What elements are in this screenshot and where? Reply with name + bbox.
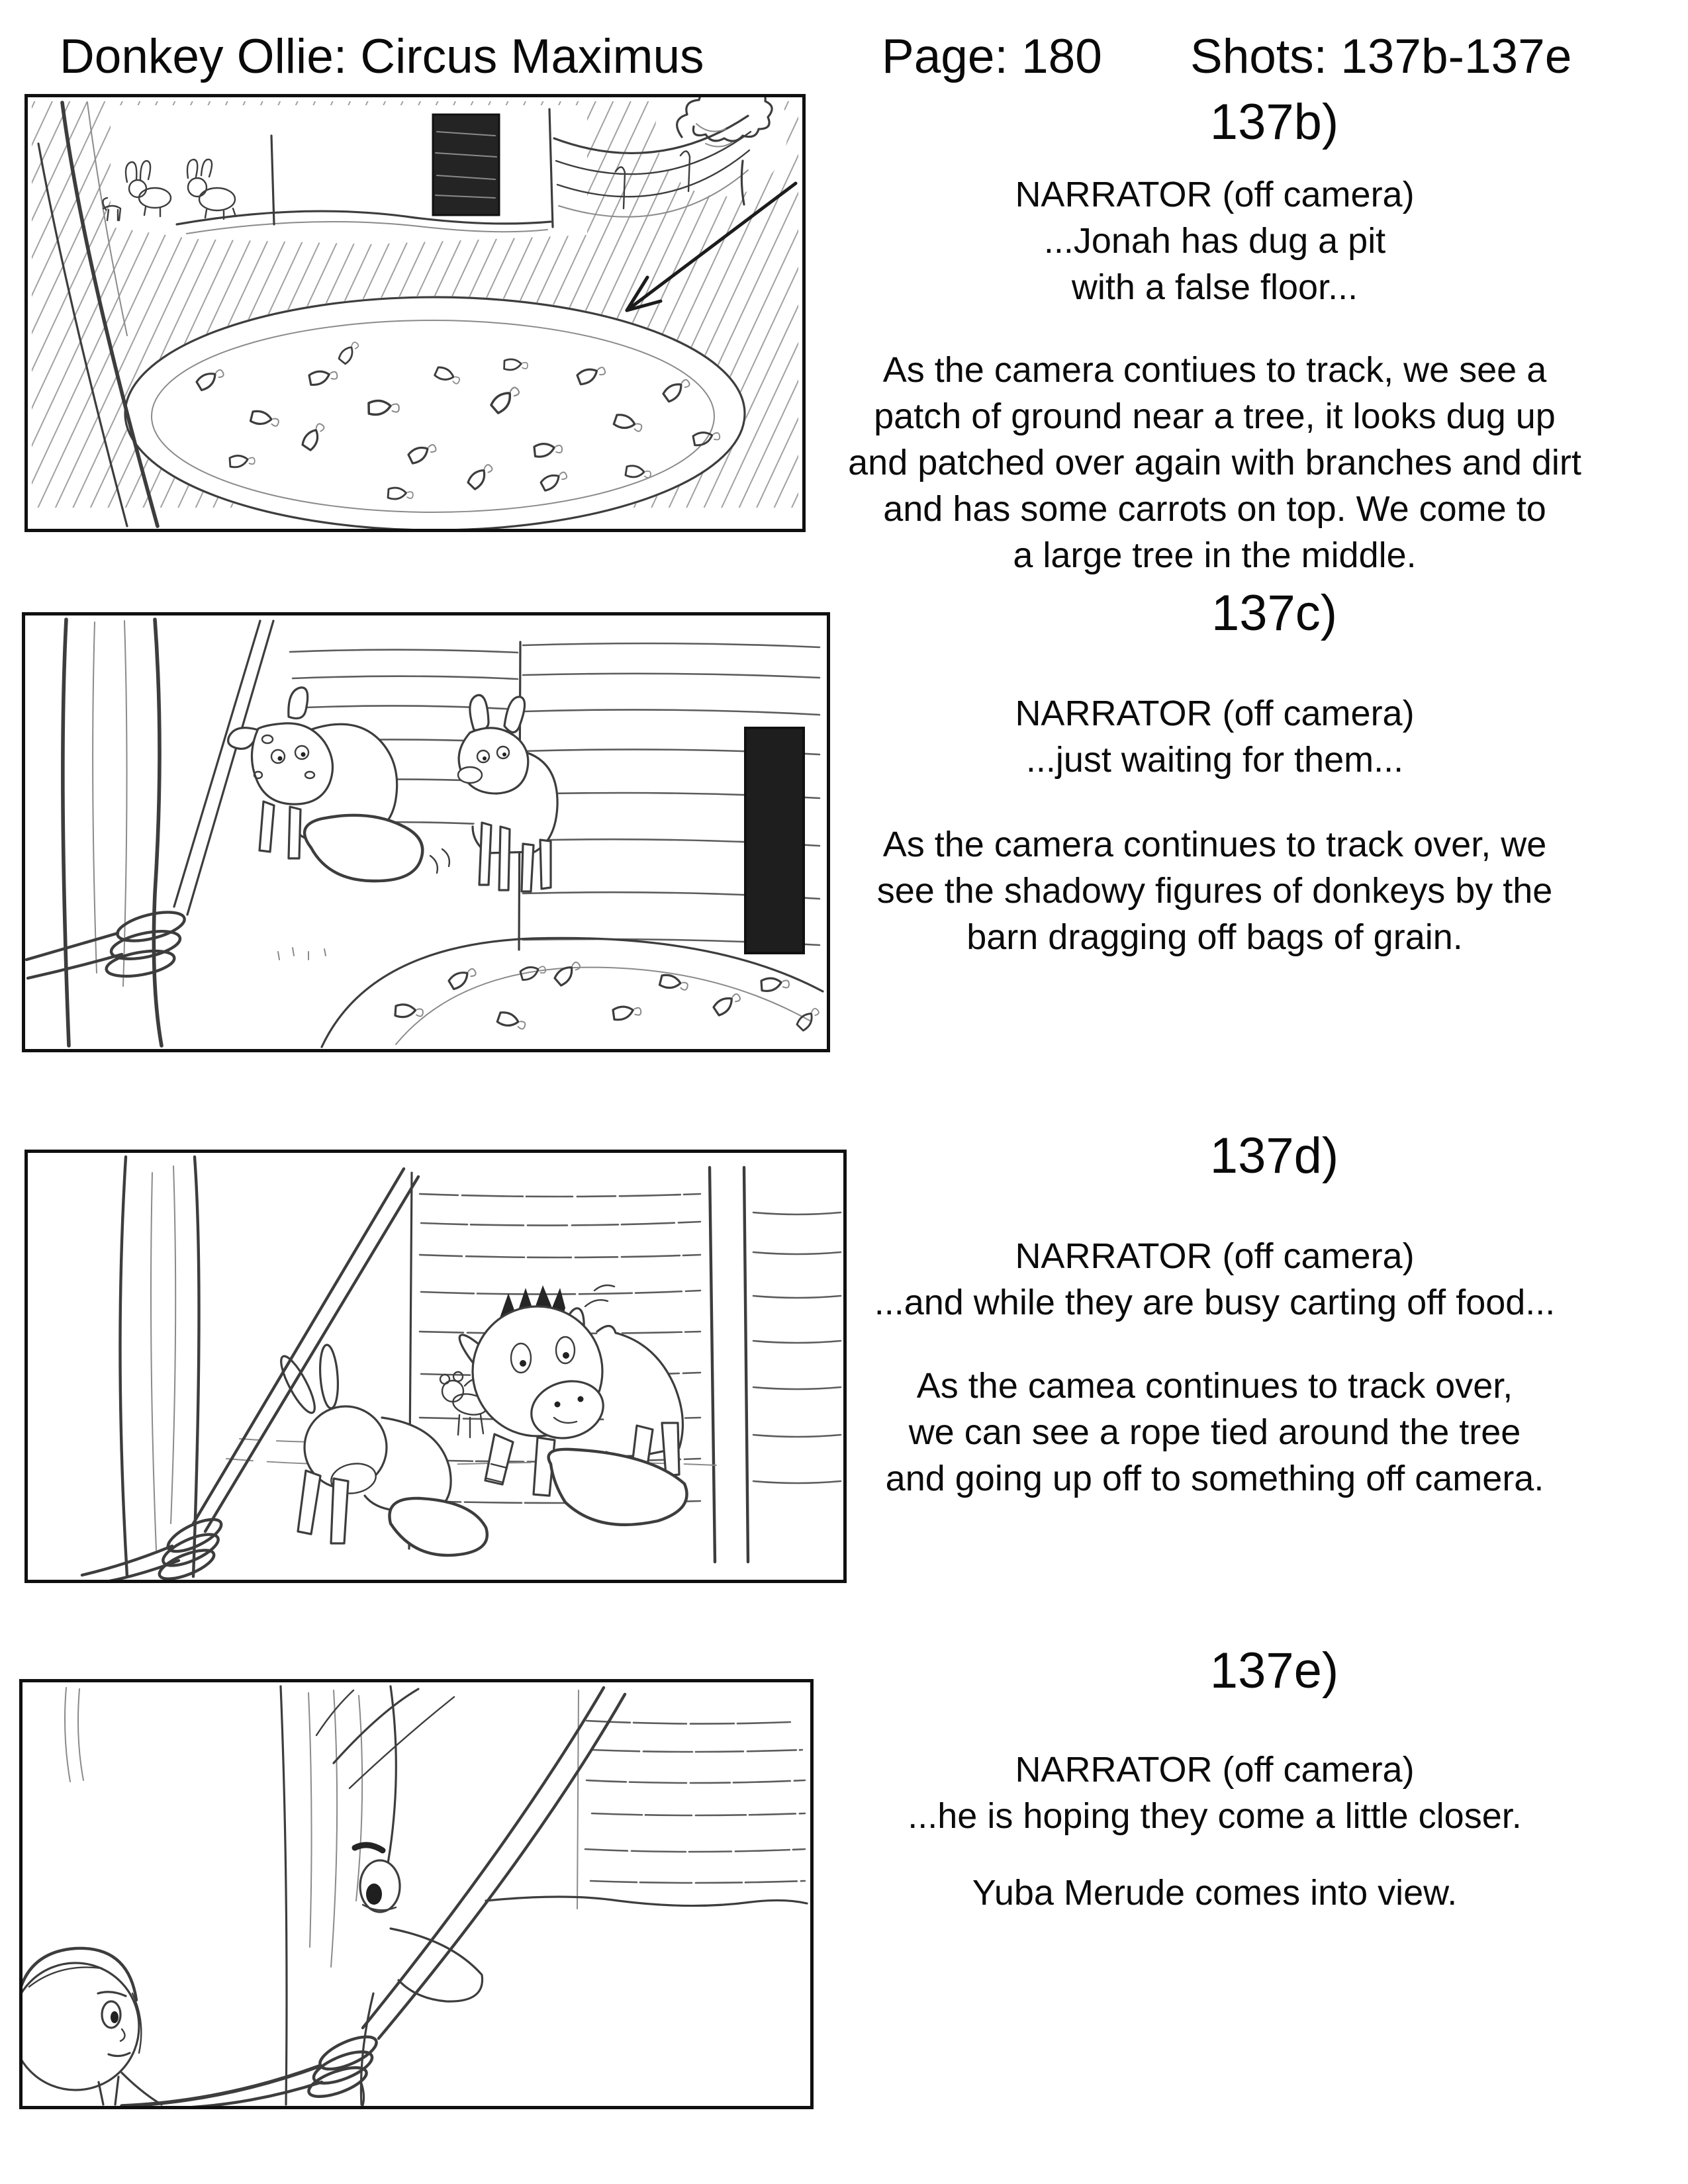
narrator-cue: NARRATOR (off camera) [1015, 1750, 1415, 1790]
action-block-137b [741, 347, 1688, 578]
sketch-yuba-peeking [23, 1682, 810, 2106]
donkey-sketch-right [453, 1285, 686, 1525]
shot-heading-137b: 137b) [1209, 94, 1339, 150]
dialogue-line: ...Jonah has dug a pit [1043, 221, 1386, 261]
storyboard-panel-137c [22, 612, 830, 1052]
action-line: Yuba Merude comes into view. [972, 1873, 1458, 1913]
dialogue-line: ...just waiting for them... [1025, 740, 1404, 780]
action-line: a large tree in the middle. [1013, 535, 1417, 575]
page-title: Donkey Ollie: Circus Maximus [60, 30, 704, 83]
action-line: and going up off to something off camera. [885, 1459, 1544, 1498]
action-line: and patched over again with branches and dirt [848, 443, 1581, 482]
dialogue-line: ...he is hoping they come a little closer. [908, 1796, 1522, 1836]
action-line: and has some carrots on top. We come to [883, 489, 1546, 529]
donkey-sketch-left [275, 1344, 487, 1555]
shot-heading-137e: 137e) [1209, 1643, 1339, 1699]
action-line: As the camera continues to track over, we [882, 825, 1547, 864]
action-line: patch of ground near a tree, it looks dug up [874, 396, 1556, 436]
narrator-cue: NARRATOR (off camera) [1015, 694, 1415, 733]
sketch-rope-donkeys [28, 1153, 843, 1580]
action-block-137d [741, 1363, 1688, 1502]
rope-knot-sketch [82, 1169, 418, 1580]
action-line: As the camea continues to track over, [916, 1366, 1513, 1406]
dialogue-block-137c [741, 690, 1688, 783]
action-line: we can see a rope tied around the tree [908, 1412, 1521, 1452]
page-number-label: Page: 180 [882, 30, 1102, 83]
donkey-sketch-left [228, 688, 449, 881]
storyboard-panel-137e [19, 1679, 814, 2109]
narrator-cue: NARRATOR (off camera) [1015, 1236, 1415, 1276]
tree-trunk-sketch [63, 619, 162, 1046]
storyboard-panel-137d [24, 1150, 847, 1583]
boy-sketch [23, 1688, 162, 2105]
dialogue-block-137b [741, 171, 1688, 310]
donkey-sketch-right [458, 695, 557, 891]
shot-heading-137d: 137d) [1209, 1128, 1339, 1184]
action-line: As the camera contiues to track, we see a [882, 350, 1547, 390]
tree-trunk-sketch [120, 1157, 199, 1576]
sketch-barn-donkeys [25, 615, 827, 1049]
action-block-137e [741, 1870, 1688, 1916]
hatching-background [32, 97, 798, 529]
shot-heading-137c: 137c) [1211, 585, 1338, 641]
storyboard-panel-137b [24, 94, 806, 532]
dialogue-line: with a false floor... [1071, 267, 1358, 307]
action-line: barn dragging off bags of grain. [966, 917, 1463, 957]
action-block-137c [741, 821, 1688, 960]
hidden-face-sketch [355, 1845, 483, 2001]
dialogue-line: ...and while they are busy carting off food... [874, 1283, 1556, 1322]
sketch-pit-scene [28, 97, 802, 529]
dialogue-block-137e [741, 1747, 1688, 1839]
shots-range-label: Shots: 137b-137e [1190, 30, 1572, 83]
action-line: see the shadowy figures of donkeys by the [876, 871, 1553, 911]
narrator-cue: NARRATOR (off camera) [1015, 175, 1415, 214]
dialogue-block-137d [741, 1233, 1688, 1326]
